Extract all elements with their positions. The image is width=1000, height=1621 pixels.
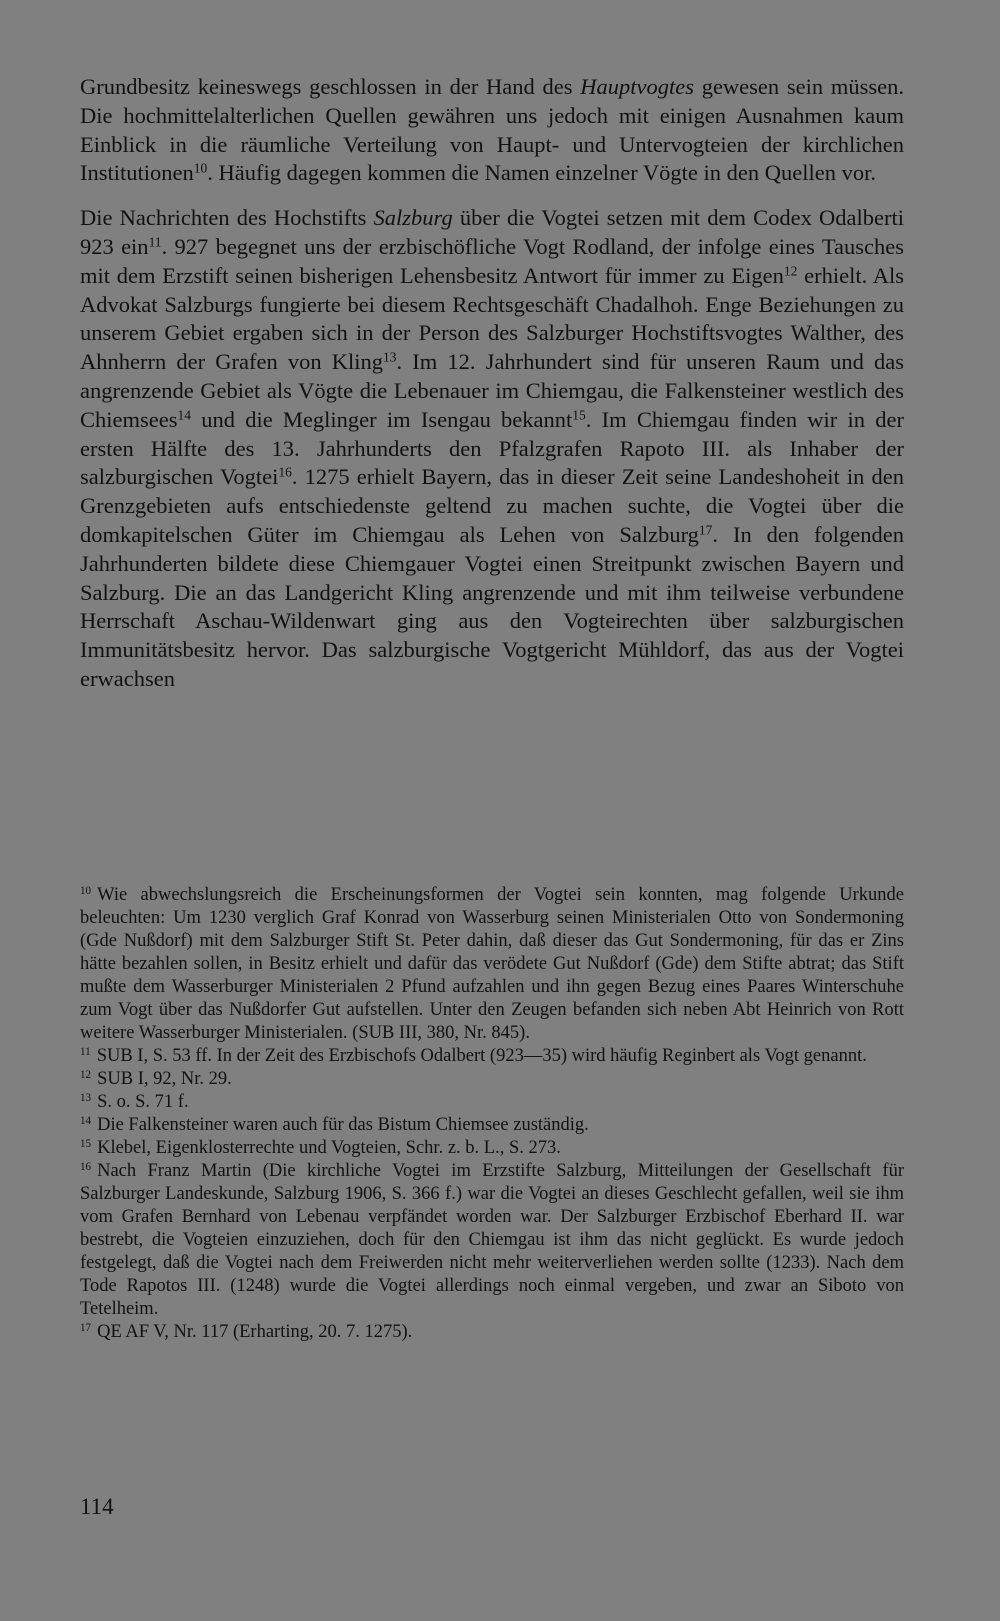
text-run: und die Meglinger im Isengau bekannt: [190, 406, 573, 432]
footnote: [80, 1114, 904, 1137]
footnote-ref: 13: [383, 349, 397, 365]
italic-term: Salzburg: [373, 205, 453, 231]
footnote: [80, 1045, 904, 1068]
text-run: . Im Chiemgau finden wir in der ersten Hälfte des 13. Jahrhunderts den Pfalzgrafen Rapoto III. als Inhaber der salzburgischen Vogtei: [80, 406, 904, 490]
footnote-ref: 17: [698, 522, 713, 538]
text-run: Die Nachrichten des Hochstifts: [80, 205, 374, 231]
text-run: gewesen sein müssen. Die hochmittelalterlichen Quellen gewähren uns jedoch mit einigen Ausnahmen kaum Einblick in die räumliche Verteilung von Haupt- und Untervogteien der kirchlichen Institutionen: [80, 74, 904, 186]
footnote-ref: 11: [148, 234, 162, 250]
footnote-ref: 16: [278, 464, 292, 480]
footnote: [80, 1321, 904, 1344]
footnote-number: 14: [80, 1114, 92, 1127]
footnote-ref: 14: [177, 407, 191, 423]
page-number: 114: [80, 1494, 114, 1519]
footnote: [80, 884, 904, 1045]
footnote-number: 16: [80, 1160, 92, 1173]
footnotes: [80, 884, 904, 1344]
text-run: über die Vogtei setzen mit dem Codex Odalberti 923 ein: [80, 205, 904, 259]
footnote: [80, 1091, 904, 1114]
footnote-text: Nach Franz Martin (Die kirchliche Vogtei im Erzstifte Salzburg, Mitteilungen der Gesellschaft für Salzburger Landeskunde, Salzburg 1906, S. 366 f.) war die Vogtei an dieses Geschlecht gefallen, weil sie ihm vom Grafen Bernhard von Lebenau verpfändet worden war. Der Salzburger Erzbischof Eberhard II. war bestrebt, die Vogteien einzuziehen, doch für den Chiemgau ist ihm das nicht geglückt. Es wurde jedoch festgelegt, daß die Vogtei nach dem Freiwerden nicht mehr weiterverliehen werden sollte (1233). Nach dem Tode Rapotos III. (1248) wurde die Vogtei allerdings noch einmal vergeben, und zwar an Siboto von Tetelheim.: [80, 1161, 904, 1319]
footnote: [80, 1068, 904, 1091]
footnote-ref: 12: [783, 263, 798, 279]
footnote-text: SUB I, S. 53 ff. In der Zeit des Erzbischofs Odalbert (923—35) wird häufig Reginbert als Vogt genannt.: [96, 1046, 867, 1066]
paragraph-2: [80, 204, 904, 694]
text-run: . 927 begegnet uns der erzbischöfliche Vogt Rodland, der infolge eines Tausches mit dem Erzstift seinen bisherigen Lehensbesitz Antwort für immer zu Eigen: [80, 233, 904, 288]
footnote: [80, 1160, 904, 1321]
text-run: . Im 12. Jahrhundert sind für unseren Raum und das angrenzende Gebiet als Vögte die Lebenauer im Chiemgau, die Falkensteiner westlich des Chiemsees: [80, 349, 904, 432]
footnote-text: Wie abwechslungsreich die Erscheinungsformen der Vogtei sein konnten, mag folgende Urkunde beleuchten: Um 1230 verglich Graf Konrad von Wasserburg seinen Ministerialen Otto von Sondermoning (Gde Nußdorf) mit dem Salzburger Stift St. Peter dahin, daß dieser das Gut Sondermoning, für das er Zins hätte bezahlen sollen, in Besitz erhielt und dafür das verödete Gut Nußdorf (Gde) dem Stifte abtrat; das Stift mußte dem Wasserburger Ministerialen 2 Pfund aufzahlen und ihn gegen Bezug eines Paares Winterschuhe zum Vogt über das Nußdorfer Gut aufstellen. Unter den Zeugen befanden sich neben Abt Heinrich von Rott weitere Wasserburger Ministerialen. (SUB III, 380, Nr. 845).: [80, 885, 904, 1043]
paragraph-1: [80, 73, 904, 188]
footnote: [80, 1137, 904, 1160]
footnote-number: 15: [80, 1137, 92, 1150]
footnote-number: 12: [80, 1068, 92, 1081]
text-run: . Häufig dagegen kommen die Namen einzelner Vögte in den Quellen vor.: [207, 160, 876, 186]
footnote-number: 13: [80, 1091, 92, 1104]
italic-term: Hauptvogtes: [580, 74, 694, 99]
footnote-number: 11: [80, 1045, 91, 1058]
footnote-ref: 15: [572, 407, 586, 423]
footnote-ref: 10: [193, 160, 208, 176]
text-run: erhielt. Als Advokat Salzburgs fungierte bei diesem Rechtsgeschäft Chadalhoh. Enge Beziehungen zu unserem Gebiet ergaben sich in der Person des Salzburger Hochstiftsvogtes Walther, des Ahnherrn der Grafen von Kling: [80, 262, 904, 375]
footnote-text: QE AF V, Nr. 117 (Erharting, 20. 7. 1275).: [97, 1322, 413, 1342]
footnote-number: 10: [80, 884, 92, 897]
footnote-text: Klebel, Eigenklosterrechte und Vogteien, Schr. z. b. L., S. 273.: [97, 1138, 561, 1158]
footnote-text: S. o. S. 71 f.: [97, 1092, 189, 1112]
text-run: . In den folgenden Jahrhunderten bildete diese Chiemgauer Vogtei einen Streitpunkt zwischen Bayern und Salzburg. Die an das Landgericht Kling angrenzende und mit ihm teilweise verbundene Herrschaft Aschau-Wildenwart ging aus den Vogteirechten über salzburgischen Immunitätsbesitz hervor. Das salzburgische Vogtgericht Mühldorf, das aus der Vogtei erwachsen: [80, 521, 904, 691]
footnote-number: 17: [80, 1321, 92, 1334]
text-run: . 1275 erhielt Bayern, das in dieser Zeit seine Landeshoheit in den Grenzgebieten aufs entschiedenste geltend zu machen suchte, die Vogtei über die domkapitelschen Güter im Chiemgau als Lehen von Salzburg: [80, 464, 904, 547]
text-run: Grundbesitz keineswegs geschlossen in der Hand des: [80, 74, 581, 99]
footnote-text: SUB I, 92, Nr. 29.: [97, 1069, 232, 1089]
footnote-text: Die Falkensteiner waren auch für das Bistum Chiemsee zuständig.: [97, 1115, 589, 1135]
main-text: [80, 73, 904, 694]
